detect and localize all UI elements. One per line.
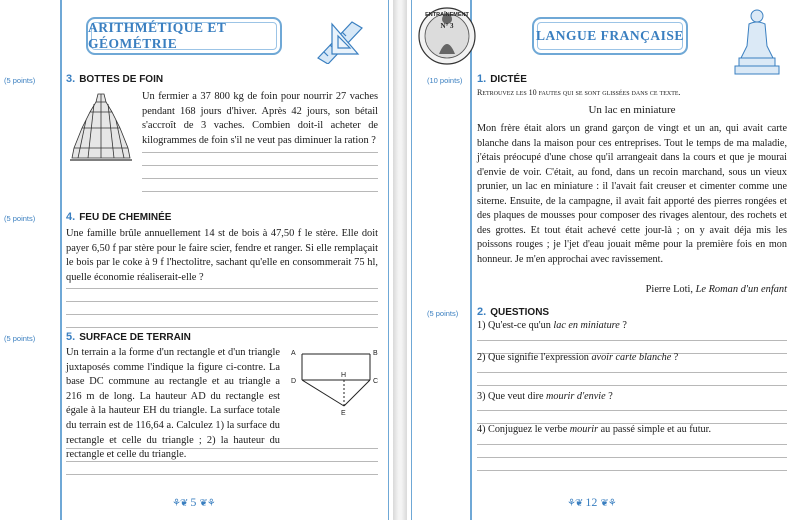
right-page-number: 12 bbox=[585, 495, 598, 509]
question-2-end: ? bbox=[671, 352, 679, 363]
medallion-label: ENTRAÎNEMENT bbox=[425, 12, 469, 18]
exercise-3-title bbox=[66, 73, 163, 85]
exercise-5-answer-lines[interactable] bbox=[66, 436, 378, 475]
exercise-4-answer-lines[interactable] bbox=[66, 276, 378, 328]
exercise-5-title bbox=[66, 331, 191, 343]
dictee-points: (10 points) bbox=[427, 76, 463, 85]
footer-ornament-icon: ❦⚘ bbox=[600, 498, 616, 509]
exercise-4-number: 4. bbox=[66, 211, 76, 223]
figure-label-b: B bbox=[373, 350, 378, 357]
exercise-4-heading: FEU DE CHEMINÉE bbox=[79, 212, 172, 223]
question-1-answer-lines[interactable] bbox=[477, 328, 787, 354]
dictee-work: Le Roman d'un enfant bbox=[695, 284, 787, 295]
footer-ornament-icon: ❦⚘ bbox=[199, 498, 215, 509]
question-2-answer-lines[interactable] bbox=[477, 360, 787, 386]
medallion-number: N° 3 bbox=[440, 22, 454, 30]
right-header-title: LANGUE FRANÇAISE bbox=[536, 28, 684, 43]
exercise-3-text: Un fermier a 37 800 kg de foin pour nourrir 27 vaches pendant 168 jours d'hiver. Après 42 jours, son bétail s'accroît de 3 vaches. Combien doit-il acheter de kilogrammes de foin s'il ne veut pas diminuer la ration ? bbox=[142, 91, 378, 146]
questions-number: 2. bbox=[477, 306, 487, 318]
book-gutter bbox=[393, 0, 407, 520]
dictee-instruction: Retrouvez les 10 fautes qui se sont glissées dans ce texte. bbox=[477, 88, 681, 97]
exercise-3-answer-lines[interactable] bbox=[142, 140, 378, 192]
question-1-term: lac en miniature bbox=[553, 320, 620, 331]
exercise-5-heading: SURFACE DE TERRAIN bbox=[79, 332, 191, 343]
question-2-term: avoir carte blanche bbox=[591, 352, 672, 363]
question-4-end: au passé simple et au futur. bbox=[598, 424, 711, 435]
ruler-set-square-icon bbox=[312, 14, 368, 64]
footer-ornament-icon: ⚘❦ bbox=[172, 498, 188, 509]
question-3-term: mourir d'envie bbox=[546, 391, 606, 402]
question-4-answer-lines[interactable] bbox=[477, 432, 787, 471]
figure-label-a: A bbox=[291, 350, 296, 357]
left-page-footer bbox=[172, 495, 215, 510]
dictee-text-title: Un lac en miniature bbox=[588, 104, 676, 116]
question-2-text: 2) Que signifie l'expression bbox=[477, 352, 592, 363]
dictee-attribution bbox=[567, 284, 787, 295]
question-1-end: ? bbox=[619, 320, 627, 331]
dictee-author: Pierre Loti, bbox=[645, 284, 693, 295]
footer-ornament-icon: ⚘❦ bbox=[567, 498, 583, 509]
exercise-5-text: Un terrain a la forme d'un rectangle et d'un triangle juxtaposés comme l'indique la figure ci-contre. La base DC commune au rectangle et au triangle a 216 m de long. La hauteur AD du rectangle est égale à la hauteur EH du triangle. La surface totale du terrain est de 116,64 a. Calculez 1) la surface du rectangle et celle du triangle ; 2) la hauteur du rectangle et celle du triangle. bbox=[66, 347, 280, 461]
exercise-3-number: 3. bbox=[66, 73, 76, 85]
left-page bbox=[0, 0, 393, 520]
figure-label-c: C bbox=[373, 378, 379, 385]
exercise-5-points: (5 points) bbox=[4, 334, 36, 343]
terrain-figure bbox=[290, 344, 382, 420]
questions-points: (5 points) bbox=[427, 309, 459, 318]
question-3-answer-lines[interactable] bbox=[477, 398, 787, 424]
exercise-5-number: 5. bbox=[66, 331, 76, 343]
training-medallion-icon bbox=[417, 6, 477, 66]
questions-title bbox=[477, 306, 549, 318]
exercise-3-points: (5 points) bbox=[4, 76, 36, 85]
question-1-text: 1) Qu'est-ce qu'un bbox=[477, 320, 554, 331]
dictee-text: Mon frère était alors un grand garçon de vingt et un an, qui avait carte blanche dans la maison pour ces entreprises. Tout le temps de ma maladie, j'étais préocupé d'une chose qu'il arrangeait dans la cours et que je mourai d'envie de voir. C'était, au fond, dans un recoin marchand, sous un vieux prunier, un lac en miniature : il l'avait fait creuser et cimenter comme une siterne. Ensuite, de la campagne, il avait fait apporté des pierres rongées et des plaques de mousses pour composer des rivages alentour, des rochets et des grottes. Et tout était achevé cette jour-là ; on y avait déja mis les poissons rouges ; je l'jet d'eau jouait même pour la première fois en mon honneur. Je m'en approchai avec ravissement. bbox=[477, 123, 787, 265]
left-header-banner bbox=[86, 17, 282, 55]
dictee-title bbox=[477, 73, 527, 85]
right-header-banner bbox=[532, 17, 688, 55]
margin-line bbox=[60, 0, 62, 520]
exercise-3-heading: BOTTES DE FOIN bbox=[79, 74, 164, 85]
left-header-title: ARITHMÉTIQUE ET GÉOMÉTRIE bbox=[88, 20, 227, 51]
question-3-text: 3) Que veut dire bbox=[477, 391, 547, 402]
margin-line bbox=[470, 0, 472, 520]
frame-line bbox=[388, 0, 389, 520]
dictee-heading: DICTÉE bbox=[490, 74, 527, 85]
left-page-number: 5 bbox=[190, 495, 197, 509]
question-4-term: mourir bbox=[569, 424, 599, 435]
exercise-4-title bbox=[66, 211, 171, 223]
dictee-number: 1. bbox=[477, 73, 487, 85]
seated-statue-icon bbox=[733, 6, 781, 78]
figure-label-h: H bbox=[341, 372, 347, 379]
questions-heading: QUESTIONS bbox=[490, 307, 550, 318]
right-page bbox=[407, 0, 800, 520]
figure-label-d: D bbox=[291, 378, 297, 385]
figure-label-e: E bbox=[341, 410, 346, 417]
question-4-text: 4) Conjuguez le verbe bbox=[477, 424, 570, 435]
exercise-4-points: (5 points) bbox=[4, 214, 36, 223]
haystack-illustration bbox=[68, 90, 134, 164]
right-page-footer bbox=[567, 495, 616, 510]
frame-line bbox=[411, 0, 412, 520]
question-3-end: ? bbox=[605, 391, 613, 402]
exercise-4-text: Une famille brûle annuellement 14 st de bois à 47,50 f le stère. Elle doit payer 6,50 f par stère pour le faire scier, fendre et ranger. Si elle remplaçait le bois par le coke à 9 f l'hectolitre, sachant qu'elle en consommerait 75 hl, quelle économie réaliserait-elle ? bbox=[66, 228, 378, 283]
